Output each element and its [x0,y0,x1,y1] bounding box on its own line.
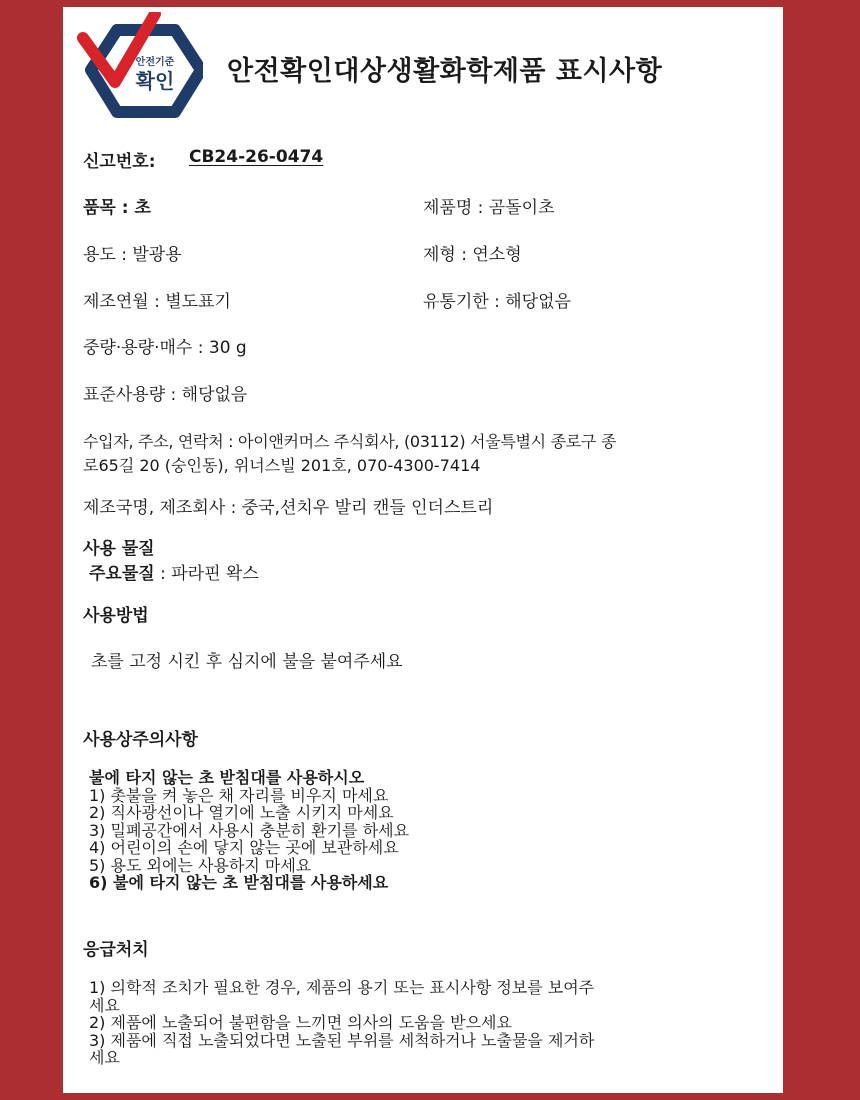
caution-item: 4) 어린이의 손에 닿지 않는 곳에 보관하세요 [89,838,399,857]
usage-text: 초를 고정 시킨 후 심지에 불을 붙여주세요 [91,652,403,672]
logo-text-top: 안전기준 [135,57,175,68]
materials-heading: 사용 물질 [83,539,155,559]
mfg-date-field: 제조연월 : 별도표기 [83,292,231,312]
report-number-label: 신고번호: [83,152,156,172]
cautions-list [89,769,409,892]
importer-line-2: 로65길 20 (숭인동), 위너스빌 201호, 070-4300-7414 [83,456,481,475]
caution-item: 1) 촛불을 켜 놓은 채 자리를 비우지 마세요 [89,785,389,805]
usage-heading: 사용방법 [83,606,149,626]
item-field: 품목 : 초 [83,198,151,218]
first-aid-line: 세요 [89,1048,120,1067]
caution-item: 2) 직사광선이나 열기에 노출 시키지 마세요 [89,803,394,822]
use-field: 용도 : 발광용 [83,245,182,265]
weight-field: 중량·용량·매수 : 30 g [83,338,247,358]
form-field: 제형 : 연소형 [423,245,522,265]
logo-text-main: 확인 [135,69,175,93]
first-aid-line: 세요 [89,995,120,1015]
std-usage-field: 표준사용량 : 해당없음 [83,385,248,405]
page-title: 안전확인대상생활화학제품 표시사항 [227,56,663,87]
main-material-value: : 파라핀 왁스 [154,564,259,584]
caution-item-last: 6) 불에 타지 않는 초 받침대를 사용하세요 [89,873,389,892]
product-name-field: 제품명 : 곰돌이초 [423,198,555,218]
expiry-field: 유통기한 : 해당없음 [423,292,571,312]
label-sheet [63,7,783,1093]
first-aid-line: 1) 의학적 조치가 필요한 경우, 제품의 용기 또는 표시사항 정보를 보여주 [89,978,595,997]
origin-field: 제조국명, 제조회사 : 중국,션치우 발리 캔들 인더스트리 [83,498,494,518]
first-aid-list [89,979,594,1067]
main-material-label: 주요물질 [89,564,155,584]
cautions-lead: 불에 타지 않는 초 받침대를 사용하시오 [89,768,365,787]
cautions-heading: 사용상주의사항 [83,730,198,750]
first-aid-line: 3) 제품에 직접 노출되었다면 노출된 부위를 세척하거나 노출물을 제거하 [89,1030,595,1050]
report-number-value: CB24-26-0474 [189,147,324,167]
safety-check-logo [77,12,203,122]
first-aid-line: 2) 제품에 노출되어 불편함을 느끼면 의사의 도움을 받으세요 [89,1013,512,1032]
first-aid-heading: 응급처치 [83,940,149,960]
caution-item: 3) 밀폐공간에서 사용시 충분히 환기를 하세요 [89,820,410,840]
main-material [89,559,259,584]
caution-item: 5) 용도 외에는 사용하지 마세요 [89,855,312,875]
importer-line-1: 수입자, 주소, 연락처 : 아이앤커머스 주식회사, (03112) 서울특별시 종로구 종 [83,432,617,451]
